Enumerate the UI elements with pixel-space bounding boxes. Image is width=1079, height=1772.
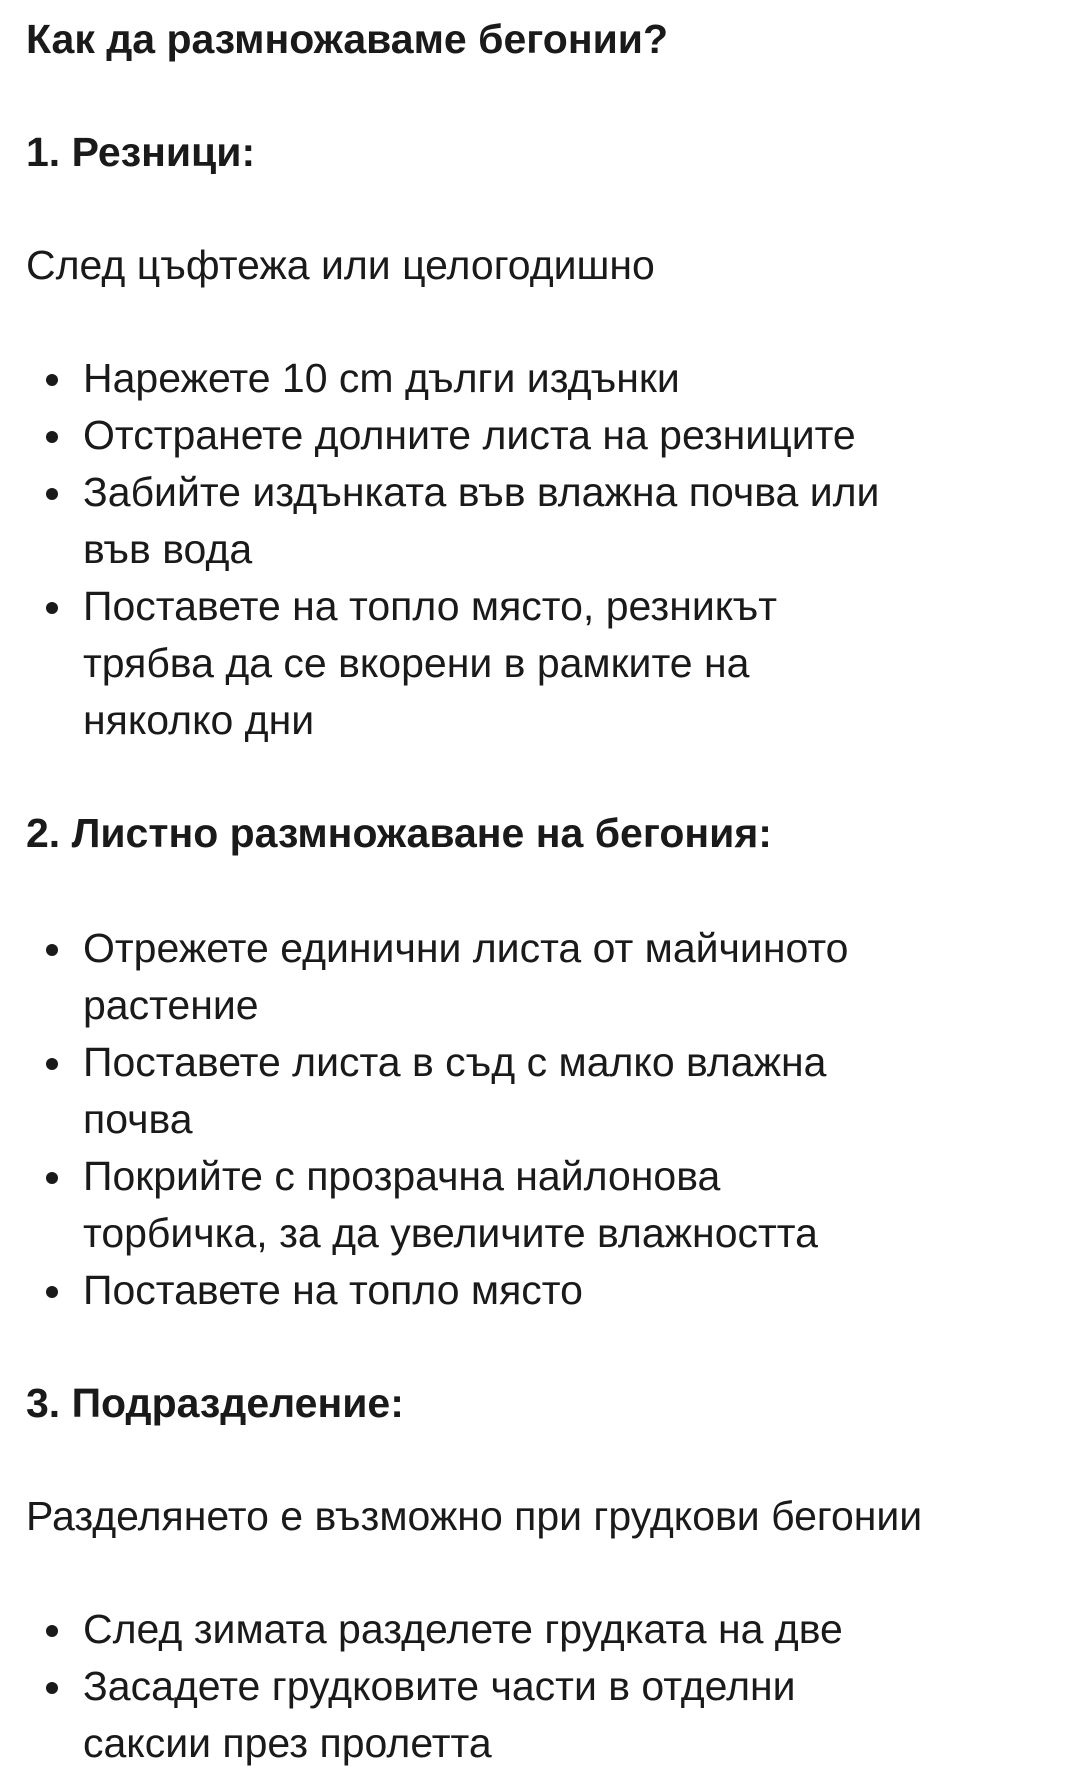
list-item-text: Покрийте с прозрачна найлонова торбичка, за да увеличите влажността	[83, 1153, 818, 1256]
section-intro: След цъфтежа или целогодишно	[26, 242, 655, 288]
list-item	[26, 1034, 1053, 1148]
steps-list	[26, 350, 1053, 749]
list-item	[26, 578, 1053, 749]
steps-list	[26, 1601, 1053, 1772]
bullet-icon	[46, 1682, 58, 1694]
bullet-icon	[46, 1172, 58, 1184]
section-heading: 3. Подразделение:	[26, 1380, 404, 1426]
bullet-icon	[46, 1625, 58, 1637]
section-intro: Разделянето е възможно при грудкови бегонии	[26, 1493, 923, 1539]
list-item-text: Отстранете долните листа на резниците	[83, 412, 856, 458]
bullet-icon	[46, 944, 58, 956]
list-item-text: Поставете на топло място, резникът трябва да се вкорени в рамките на няколко дни	[83, 583, 778, 743]
list-item-text: Поставете на топло място	[83, 1267, 583, 1313]
list-item-text: Отрежете единични листа от майчиното растение	[83, 925, 849, 1028]
list-item-text: След зимата разделете грудката на две	[83, 1606, 843, 1652]
bullet-icon	[46, 1058, 58, 1070]
list-item-text: Забийте издънката във влажна почва или във вода	[83, 469, 880, 572]
bullet-icon	[46, 374, 58, 386]
section-leaf-propagation	[26, 804, 1053, 1319]
bullet-icon	[46, 488, 58, 500]
list-item-text: Нарежете 10 cm дълги издънки	[83, 355, 680, 401]
section-cuttings	[26, 123, 1053, 749]
list-item	[26, 1262, 1053, 1319]
section-division	[26, 1374, 1053, 1772]
list-item-text: Засадете грудковите части в отделни саксии през пролетта	[83, 1663, 796, 1766]
list-item	[26, 1658, 1053, 1772]
list-item	[26, 920, 1053, 1034]
bullet-icon	[46, 431, 58, 443]
section-heading: 1. Резници:	[26, 129, 256, 175]
page-title: Как да размножаваме бегонии?	[26, 16, 669, 62]
list-item	[26, 350, 1053, 407]
bullet-icon	[46, 1286, 58, 1298]
list-item	[26, 1601, 1053, 1658]
list-item-text: Поставете листа в съд с малко влажна почва	[83, 1039, 827, 1142]
list-item	[26, 1148, 1053, 1262]
steps-list	[26, 920, 1053, 1319]
bullet-icon	[46, 602, 58, 614]
list-item	[26, 407, 1053, 464]
list-item	[26, 464, 1053, 578]
section-heading: 2. Листно размножаване на бегония:	[26, 810, 772, 856]
